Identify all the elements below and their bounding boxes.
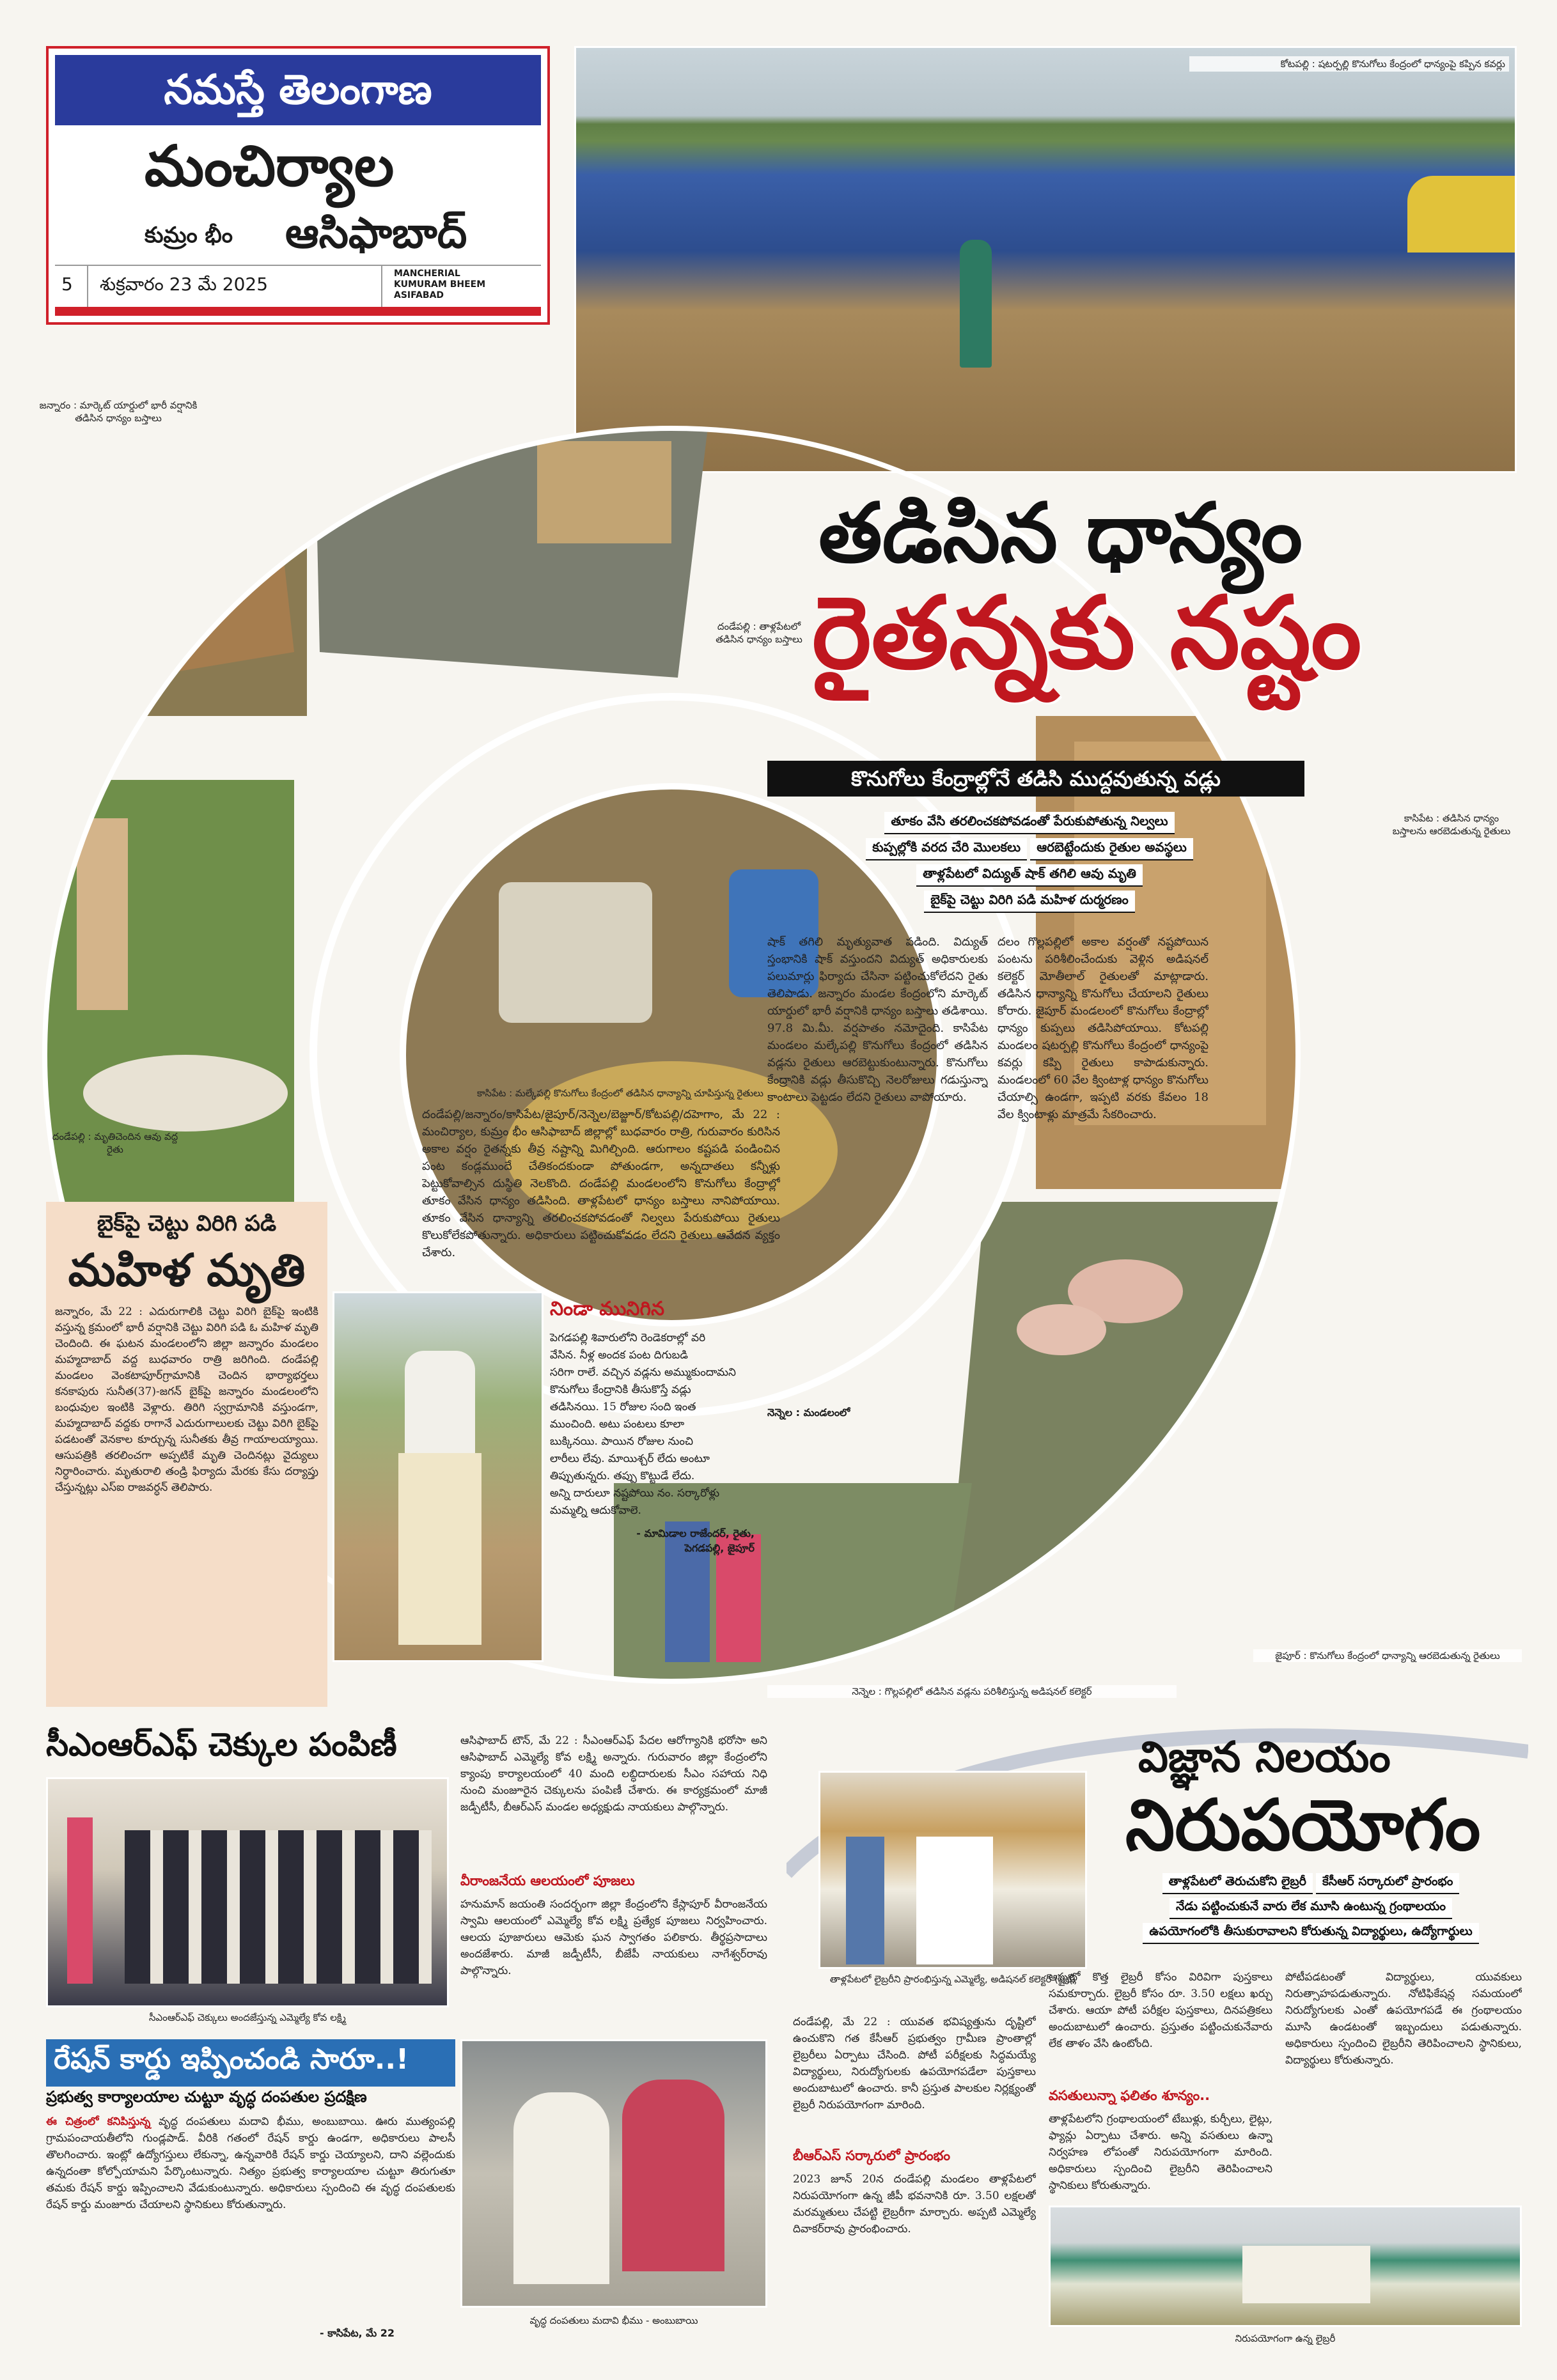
page-number: 5 <box>61 274 73 295</box>
ration-subhead: ప్రభుత్వ కార్యాలయాల చుట్టూ వృద్ధ దంపతుల ప్రదక్షిణ <box>46 2088 367 2106</box>
lead-byline: నెన్నెల : మండలంలో <box>767 1406 850 1419</box>
masthead-district-sub: ఆసిఫాబాద్ <box>285 208 467 258</box>
photo-library-inauguration <box>818 1771 1087 1969</box>
masthead-date: శుక్రవారం 23 మే 2025 <box>100 274 269 295</box>
caption-kasipet-right: కాసిపేట : తడిసిన ధాన్యం బస్తాలను ఆరబెడుతున్న రైతులు <box>1392 813 1511 837</box>
ration-body-text: వృద్ధ దంపతులు మదావి భీము, అంబుబాయి. ఊరు ముత్యంపల్లి గ్రామపంచాయతీలోని గుండ్లపాడ్. వీరికి గతంలో రేషన్ కార్డు ఉండగా, అధికారులు పాలసీ తొలగించారు. ఇంట్లో ఉద్యోగస్తులు లేకున్నా, ఉన్నవారికి రేషన్ కార్డు చెయ్యాలని, దాని వల్లెందుకు ఉన్నదంతా కోల్పోయామని పేర్కొంటున్నారు. నిత్యం ప్రభుత్వ కార్యాలయాల చుట్టూ తిరుగుతూ తమకు రేషన్ కార్డు ఇప్పించాలని వేడుకుంటున్నారు. అధికారులు స్పందించి ఈ వృద్ధ దంపతులకు రేషన్ కార్డు మంజూరు చేయాలని స్థానికులు కోరుతున్నారు. <box>46 2115 455 2211</box>
photo-elderly-couple <box>460 2039 767 2308</box>
library-bullets <box>1100 1873 1522 1944</box>
library-body-2: 2023 జూన్ 20న దండేపల్లి మండలం తాళ్లపేటలో నిరుపయోగంగా ఉన్న జీపీ భవనానికి రూ. 3.50 లక్షలతో మరమ్మతులు చేపట్టి లైబ్రరీగా మార్చారు. అప్పటి ఎమ్మెల్యే దివాకర్‌రావు ప్రారంభించారు. <box>793 2173 1036 2236</box>
library-body-1: దండేపల్లి, మే 22 : యువత భవిష్యత్తును దృష్టిలో ఉంచుకొని గత కేసీఆర్ ప్రభుత్వం గ్రామీణ ప్రాంతాల్లో లైబ్రరీలు ఏర్పాటు చేసింది. పోటీ పరీక్షలకు సిద్ధమయ్యే విద్యార్థులు, నిరుద్యోగులకు ఉపయోగపడేలా పుస్తకాలు అందుబాటులో ఉంచారు. కానీ ప్రస్తుత పాలకుల నిర్లక్ష్యంతో లైబ్రరీ నిరుపయోగంగా మారింది. <box>793 2016 1036 2112</box>
bike-body: జన్నారం, మే 22 : ఎదురుగాలికి చెట్టు విరిగి బైక్‌పై ఇంటికి వస్తున్న క్రమంలో భారీ వర్షానికి చెట్టు విరిగి పడి ఓ మహిళ మృతి చెందింది. ఈ ఘటన మండలంలోని జిల్లా జన్నారం మండలం మహ్మదాబాద్ వద్ద బుధవారం రాత్రి జరిగింది. దండేపల్లి మండలం వెంకటాపూర్‌గ్రామానికి చెందిన భార్యాభర్తలు కనకాపురు సునీత(37)-జగన్ బైక్‌పై జన్నారం మండలంలోని బంధువుల ఇంటికి వెళ్లారు. తిరిగి స్వగ్రామానికి వస్తుండగా, మహ్మదాబాద్ వద్దకు రాగానే ఎదురుగాలులకు చెట్టు విరిగి బైక్‌పై పడటంతో వెనకాల కూర్చున్న సునీతకు తీవ్ర గాయాలయ్యాయి. ఆసుపత్రికి తరలించగా అప్పటికే మృతి చెందినట్లు వైద్యులు నిర్ధారించారు. మృతురాలి తండ్రి ఫిర్యాదు మేరకు కేసు దర్యాప్తు చేస్తున్నట్లు ఎస్ఐ రాజవర్ధన్ తెలిపారు. <box>55 1305 318 1494</box>
lead-bullet: కుప్పల్లోకి వరద చేరి మొలకలు <box>866 838 1027 860</box>
library-headline-2: నిరుపయోగం <box>1125 1784 1481 1866</box>
lead-body-2: షాక్ తగిలి మృత్యువాత పడింది. విద్యుత్ స్తంభానికి షాక్ వస్తుందని విద్యుత్ అధికారులకు పలుమార్లు ఫిర్యాదు చేసినా పట్టించుకోలేదని రైతు తెలిపాడు. జన్నారం మండల కేంద్రంలోని మార్కెట్ యార్డులో భారీ వర్షానికి ధాన్యం బస్తాలు తడిశాయి. 97.8 మి.మీ. వర్షపాతం నమోదైంది. కాసిపేట మండలం మల్కేపల్లి కొనుగోలు కేంద్రంలో తడిసిన వడ్లను రైతులు ఆరబెట్టుకుంటున్నారు. కొనుగోలు కేంద్రానికి వడ్లు తీసుకొచ్చి నెలరోజులు గడుస్తున్నా కాంటాలు పెట్టడం లేదని రైతులు వాపోయారు. <box>767 935 988 1104</box>
library-bullet: తాళ్లపేటలో తెరుచుకోని లైబ్రరీ <box>1162 1873 1313 1894</box>
caption-cmrf: సీఎంఆర్ఎఫ్ చెక్కులు అందజేస్తున్న ఎమ్మెల్యే కోవ లక్ష్మి <box>149 2012 346 2023</box>
library-body-3: అప్పట్లో కొత్త లైబ్రరీ కోసం విరివిగా పుస్తకాలు సమకూర్చారు. లైబ్రరీ కోసం రూ. 3.50 లక్షలు ఖర్చు చేశారు. ఆయా పోటీ పరీక్షల పుస్తకాలు, దినపత్రికలు అందుబాటులో ఉంచారు. ప్రస్తుతం పట్టించుకునేవారు లేక తాళం వేసి ఉంటోంది. <box>1049 1971 1272 2050</box>
lead-bullets <box>786 812 1272 913</box>
lead-bullet: ఆరబెట్టేందుకు రైతుల అవస్థలు <box>1030 838 1193 860</box>
library-body-4: తాళ్లపేటలోని గ్రంథాలయంలో టేబుళ్లు, కుర్చీలు, లైట్లు, ఫ్యాన్లు ఏర్పాటు చేశారు. అన్ని వసతులు ఉన్నా నిర్వహణ లోపంతో నిరుపయోగంగా మారింది. అధికారులు స్పందించి లైబ్రరీని తెరిపించాలని స్థానికులు కోరుతున్నారు. <box>1049 2113 1272 2192</box>
caption-library-inauguration: తాళ్లపేటలో లైబ్రరీని ప్రారంభిస్తున్న ఎమ్మెల్యే, అడిషనల్ కలెక్టర్ (ఫైల్) <box>829 1973 1076 1985</box>
photo-cmrf-cheques <box>46 1777 449 2007</box>
lead-bullet: తూకం వేసి తరలించకపోవడంతో పేరుకుపోతున్న నిల్వలు <box>884 812 1174 834</box>
caption-kotapalli: కోటపల్లి : షటర్పల్లి కొనుగోలు కేంద్రంలో ధాన్యంపై కప్పిన కవర్లు <box>1189 56 1509 72</box>
ration-byline: - కాసిపేట, మే 22 <box>320 2327 395 2339</box>
caption-library-building: నిరుపయోగంగా ఉన్న లైబ్రరీ <box>1235 2333 1336 2344</box>
cmrf-body: ఆసిఫాబాద్ టౌన్, మే 22 : సీఎంఆర్ఎఫ్ పేదల ఆరోగ్యానికి భరోసా అని ఆసిఫాబాద్ ఎమ్మెల్యే కోవ లక్ష్మి అన్నారు. గురువారం జిల్లా కేంద్రంలోని క్యాంపు కార్యాలయంలో 40 మంది లబ్ధిదారులకు సీఎం సహాయ నిధి నుంచి మంజూరైన చెక్కులను పంపిణీ చేశారు. ఈ కార్యక్రమంలో మాజీ జడ్పీటీసీ, బీఆర్ఎస్ మండల అధ్యక్షుడు నాయకులు పాల్గొన్నారు. <box>460 1734 767 1814</box>
library-bullet: ఉపయోగంలోకి తీసుకురావాలని కోరుతున్న విద్యార్థులు, ఉద్యోగార్థులు <box>1143 1923 1478 1944</box>
caption-jannaram: జన్నారం : మార్కెట్ యార్డులో భారీ వర్షానికి తడిసిన ధాన్యం బస్తాలు <box>39 400 198 424</box>
bike-story <box>46 1202 327 1707</box>
photo-library-building <box>1049 2205 1522 2327</box>
lead-headline-2: రైతన్నకు నష్టం <box>812 575 1362 691</box>
ration-headline: రేషన్ కార్డు ఇప్పించండి సారూ..! <box>46 2039 455 2087</box>
lead-headline-1: తడిసిన ధాన్యం <box>818 486 1303 581</box>
library-bullet: నేడు పట్టించుకునే వారు లేక మూసి ఉంటున్న గ్రంథాలయం <box>1170 1898 1452 1919</box>
caption-cow: దండేపల్లి : మృతిచెందిన ఆవు వద్ద రైతు <box>52 1131 178 1155</box>
masthead-district-main: మంచిర్యాల <box>145 133 395 199</box>
caption-officers: నెన్నెల : గొల్లపల్లిలో తడిసిన వడ్లను పరిశీలిస్తున్న అడిషనల్ కలెక్టర్ <box>767 1685 1177 1698</box>
library-subhead-1: బీఆర్ఎస్ సర్కారులో ప్రారంభం <box>793 2148 951 2163</box>
masthead <box>46 46 550 325</box>
library-bullet: కేసీఆర్ సర్కారులో ప్రారంభం <box>1316 1873 1459 1894</box>
bike-head-small: బైక్‌పై చెట్టు విరిగి పడి <box>97 1211 277 1236</box>
lead-body-1: దండేపల్లి/జన్నారం/కాసిపేట/జైపూర్/నెన్నెల/బెజ్జూర్/కోటపల్లి/దహెగాం, మే 22 : మంచిర్యాల, కుమ్రం భీం ఆసిఫాబాద్ జిల్లాల్లో బుధవారం రాత్రి, గురువారం కురిసిన అకాల వర్షం రైతన్నకు తీవ్ర నష్టాన్ని మిగిల్చింది. ఆరుగాలం కష్టపడి పండించిన పంట కండ్లముందే చేతికందకుండా పోతుండగా, అన్నదాతలు కన్నీళ్లు పెట్టుకోవాల్సిన దుస్థితి నెలకొంది. దండేపల్లి మండలంలోని కొనుగోలు కేంద్రాల్లో తూకం వేసిన ధాన్యం తడిసింది. తాళ్లపేటలో ధాన్యం బస్తాలు నానిపోయాయి. తూకం వేసిన ధాన్యాన్ని తరలించకపోవడంతో నిల్వలు పేరుకుపోయి రైతులు కొలుకోలేకపోతున్నారు. అధికారులు పట్టించుకోవడం లేదని రైతులు ఆవేదన వ్యక్తం చేశారు. <box>422 1108 780 1259</box>
cmrf-body-2: హనుమాన్ జయంతి సందర్భంగా జిల్లా కేంద్రంలోని కేస్లాపూర్ వీరాంజనేయ స్వామి ఆలయంలో ఎమ్మెల్యే కోవ లక్ష్మి ప్రత్యేక పూజలు నిర్వహించారు. ఆలయ పూజారులు ఆమెకు ఘన స్వాగతం పలికారు. తీర్థప్రసాదాలు అందజేశారు. మాజీ జడ్పీటీసీ, బీజేపీ నాయకులు నాగేశ్వర్‌రావు పాల్గొన్నారు. <box>460 1898 767 1977</box>
lead-bullet: బైక్‌పై చెట్టు విరిగి పడి మహిళ దుర్మరణం <box>924 891 1135 913</box>
library-subhead-2: వసతులున్నా ఫలితం శూన్యం.. <box>1049 2088 1210 2103</box>
edition-name: MANCHERIAL KUMURAM BHEEM ASIFABAD <box>394 268 486 300</box>
cmrf-headline: సీఎంఆర్ఎఫ్ చెక్కుల పంపిణీ <box>46 1726 397 1763</box>
photo-farmer-rajender <box>333 1291 544 1662</box>
cmrf-subhead: వీరాంజనేయ ఆలయంలో పూజలు <box>460 1873 635 1888</box>
caption-dandepalli-top: దండేపల్లి : తాళ్లపేటలో తడిసిన ధాన్యం బస్తాలు <box>716 621 802 645</box>
library-body-5: పోటీపడటంతో విద్యార్థులు, యువకులు నిరుత్సాహపడుతున్నారు. నోటిఫికేషన్ల సమయంలో నిరుద్యోగులకు ఎంతో ఉపయోగపడే ఈ గ్రంథాలయం మూసి ఉండటంతో ఇబ్బందులు పడుతున్నారు. అధికారులు స్పందించి లైబ్రరీని తెరిపించాలని స్థానికులు, విద్యార్థులు కోరుతున్నారు. <box>1285 1971 1522 2067</box>
poem-title: నిండా మునిగిన <box>550 1298 665 1320</box>
lead-bullet: తాళ్లపేటలో విద్యుత్ షాక్ తగిలి ఆవు మృతి <box>916 864 1143 887</box>
poem-signature: - మామిడాల రాజేందర్, రైతు, పెగడపల్లి, జైపూర్ <box>636 1527 755 1554</box>
masthead-paper-name: నమస్తే తెలంగాణ <box>55 55 541 125</box>
caption-jaipur: జైపూర్ : కొనుగోలు కేంద్రంలో ధాన్యాన్ని ఆరబెడుతున్న రైతులు <box>1253 1649 1522 1662</box>
masthead-district-prefix: కుమ్రం భీం <box>145 222 233 248</box>
lead-body-3: దలం గొల్లపల్లిలో అకాల వర్షంతో నష్టపోయిన పంటను పరిశీలించేందుకు వెళ్లిన అడిషనల్ కలెక్టర్ మోతీలాల్ రైతులతో మాట్లాడారు. తడిసిన ధాన్యాన్ని కొనుగోలు చేయాలని రైతులు కోరారు. జైపూర్ మండలంలో కొనుగోలు కేంద్రాల్లో ధాన్యం కుప్పలు తడిసిపోయాయి. కోటపల్లి మండలం షటర్పల్లి కొనుగోలు కేంద్రంలో ధాన్యంపై కవర్లు కప్పి రైతులు కాపాడుకున్నారు. మండలంలో 60 వేల క్వింటాళ్ల ధాన్యం కొనుగోలు చేయాల్సి ఉండగా, ఇప్పటి వరకు కేవలం 18 వేల క్వింటాళ్లు మాత్రమే సేకరించారు. <box>998 935 1209 1121</box>
library-headline-1: విజ్ఞాన నిలయం <box>1138 1732 1391 1782</box>
caption-center: కాసిపేట : మల్కేపల్లి కొనుగోలు కేంద్రంలో తడిసిన ధాన్యాన్ని చూపిస్తున్న రైతులు <box>477 1087 763 1099</box>
caption-ration: వృద్ధ దంపతులు మదావి భీము - అంబుబాయి <box>529 2315 698 2326</box>
lead-subhead: కొనుగోలు కేంద్రాల్లోనే తడిసి ముద్దవుతున్న వడ్లు <box>767 761 1304 797</box>
poem-box <box>550 1298 755 1681</box>
ration-lede: ఈ చిత్రంలో కనిపిస్తున్న <box>46 2115 151 2128</box>
poem-lines: పెగడపల్లి శివారులోని రెండెకరాల్లో వరి వేసిన. నీళ్ల అందక పంట దిగుబడి సరిగా రాలే. వచ్చిన వడ్లను అమ్ముకుందామని కొనుగోలు కేంద్రానికి తీసుకొస్తే వడ్లు తడిసినయి. 15 రోజుల సంది ఇంత ముంచింది. అటు పంటలు కూలా బుక్కినయి. పాయిన రోజుల నుంచి లారీలు లేవు. మాయిశ్చర్ లేదు అంటూ తిప్పుతున్నరు. తప్పు కొట్టుడే లేదు. అన్ని దారులూ నష్టపోయి నం. సర్కారోళ్లు మమ్మల్ని ఆదుకోవాలె. <box>550 1332 736 1517</box>
bike-head-big: మహిళ మృతి <box>68 1244 306 1296</box>
ration-body <box>46 2113 455 2324</box>
